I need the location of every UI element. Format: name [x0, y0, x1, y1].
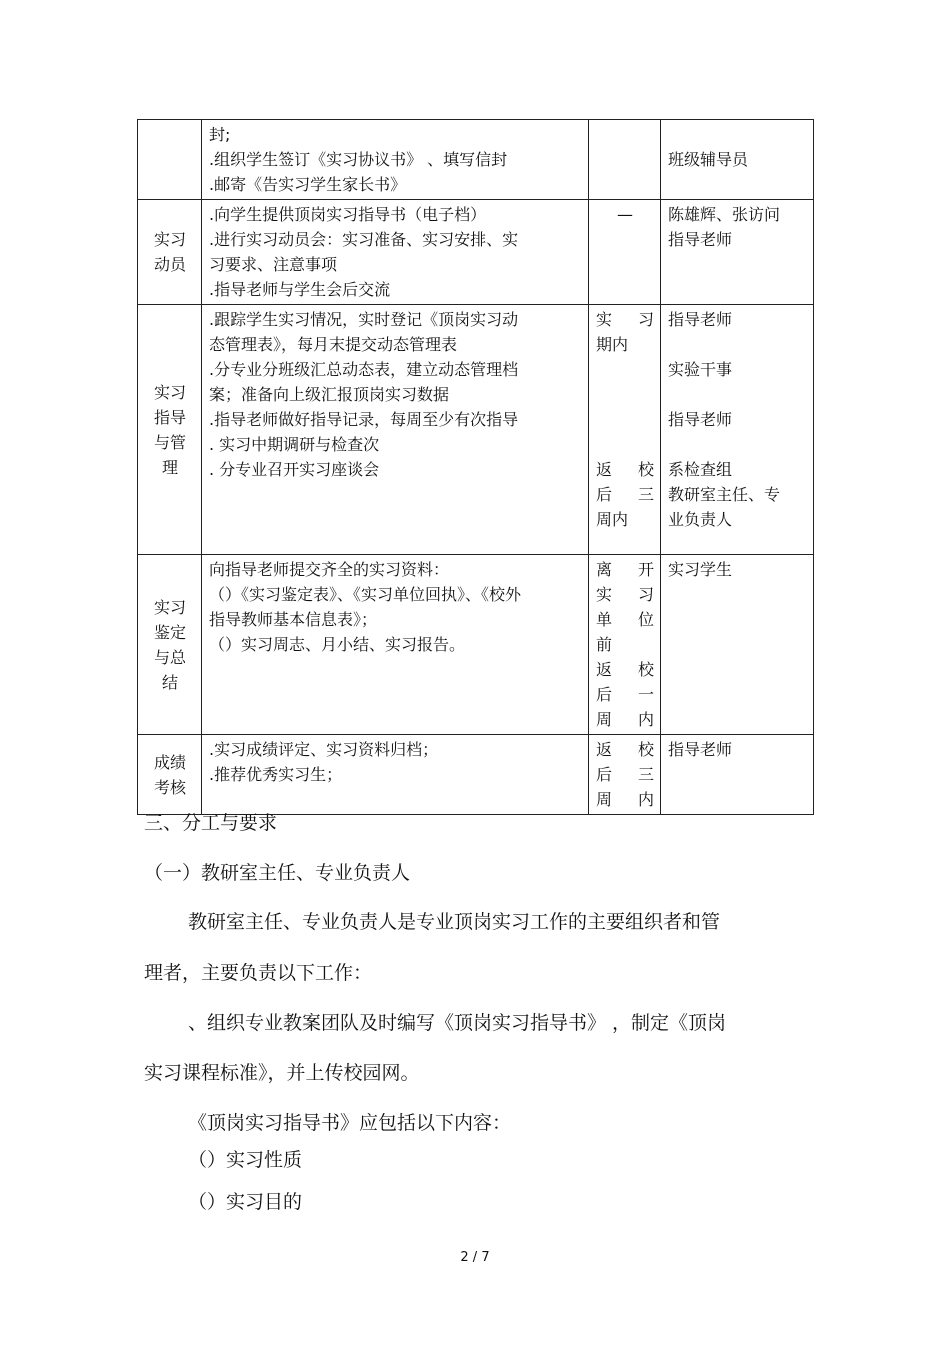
- stage-line: 成绩: [153, 752, 186, 772]
- content-cell: [202, 305, 589, 555]
- time-line: 期内: [596, 335, 629, 354]
- content-line: 封;: [209, 125, 231, 144]
- table-row: [138, 200, 814, 305]
- content-line: 案；准备向上级汇报顶岗实习数据: [209, 385, 450, 404]
- content-line: 指导教师基本信息表》；: [209, 610, 378, 629]
- content-line: .指导老师与学生会后交流: [209, 280, 391, 299]
- content-line: 态管理表》，每月末提交动态管理表: [209, 335, 458, 354]
- stage-cell: [138, 200, 202, 305]
- person-line: 班级辅导员: [668, 150, 749, 169]
- person-line: 实验干事: [668, 360, 733, 379]
- paragraph-line: 教研室主任、专业负责人是专业顶岗实习工作的主要组织者和管: [188, 911, 721, 933]
- person-line: 陈雄辉、张访问: [668, 205, 781, 224]
- spacer: [668, 432, 807, 457]
- content-line: .进行实习动员会：实习准备、实习安排、实: [209, 230, 519, 249]
- person-line: 教研室主任、专: [668, 485, 781, 504]
- content-cell: [202, 120, 589, 200]
- stage-line: 与管: [153, 432, 186, 452]
- time-cell: [589, 200, 661, 305]
- spacer: [596, 382, 654, 432]
- table-row: [138, 120, 814, 200]
- subsection-title: （一）教研室主任、专业负责人: [144, 862, 411, 884]
- content-line: .跟踪学生实习情况，实时登记《顶岗实习动: [209, 310, 519, 329]
- content-cell: [202, 735, 589, 815]
- internship-plan-table: [137, 119, 814, 815]
- person-cell: [661, 120, 814, 200]
- stage-line: 动员: [153, 255, 186, 274]
- stage-cell: [138, 555, 202, 735]
- content-line: .向学生提供顶岗实习指导书（电子档）: [209, 205, 487, 224]
- time-cell: [589, 305, 661, 555]
- time-line: 周 内: [596, 710, 654, 729]
- time-line: 实 习: [596, 585, 654, 604]
- person-line: 指导老师: [668, 310, 733, 329]
- person-line: 业负责人: [668, 510, 733, 529]
- content-line: 向指导老师提交齐全的实习资料：: [209, 560, 450, 579]
- time-line: —: [617, 205, 633, 224]
- time-line: 前: [596, 635, 613, 654]
- list-item: （）实习目的: [188, 1191, 303, 1213]
- stage-line: 实习: [153, 230, 186, 249]
- stage-cell: [138, 120, 202, 200]
- person-line: 实习学生: [668, 560, 733, 579]
- spacer: [596, 357, 654, 382]
- stage-line: 理: [161, 457, 178, 477]
- time-cell: [589, 735, 661, 815]
- content-line: .分专业分班级汇总动态表，建立动态管理档: [209, 360, 519, 379]
- time-line: 周 内: [596, 790, 654, 809]
- person-cell: [661, 555, 814, 735]
- content-line: .指导老师做好指导记录，每周至少有次指导: [209, 410, 519, 429]
- stage-line: 实习: [153, 382, 186, 402]
- person-cell: [661, 305, 814, 555]
- person-line: 指导老师: [668, 230, 733, 249]
- content-line: （）《实习鉴定表》、《实习单位回执》、《校外: [209, 585, 522, 604]
- list-item: （）实习性质: [188, 1149, 303, 1171]
- table-row: [138, 555, 814, 735]
- paragraph-line: 实习课程标准》，并上传校园网。: [144, 1062, 420, 1084]
- time-line: 离 开: [596, 560, 654, 579]
- person-line: 指导老师: [668, 410, 733, 429]
- time-line: 后 三: [596, 485, 654, 504]
- content-cell: [202, 200, 589, 305]
- paragraph-line: 《顶岗实习指导书》应包括以下内容：: [188, 1112, 512, 1134]
- stage-line: 与总: [153, 647, 186, 667]
- time-line: 返 校: [596, 660, 654, 679]
- time-line: 后 一: [596, 685, 654, 704]
- person-line: 指导老师: [668, 740, 733, 759]
- table-row: [138, 305, 814, 555]
- time-line: 后 三: [596, 765, 654, 784]
- stage-cell: [138, 735, 202, 815]
- time-line: 返 校: [596, 460, 654, 479]
- paragraph-line: 、组织专业教案团队及时编写《顶岗实习指导书》 ，制定《顶岗: [188, 1012, 727, 1034]
- time-cell: [589, 120, 661, 200]
- person-cell: [661, 735, 814, 815]
- paragraph-line: 理者，主要负责以下工作：: [144, 962, 373, 984]
- spacer: [668, 382, 807, 407]
- time-line: 返 校: [596, 740, 654, 759]
- content-line: . 实习中期调研与检查次: [209, 435, 380, 454]
- person-line: 系检查组: [668, 460, 733, 479]
- content-line: （）实习周志、月小结、实习报告。: [209, 635, 466, 654]
- stage-line: 指导: [153, 407, 186, 427]
- stage-line: 考核: [153, 777, 186, 797]
- stage-line: 实习: [153, 597, 186, 617]
- spacer: [668, 332, 807, 357]
- time-cell: [589, 555, 661, 735]
- content-line: .组织学生签订《实习协议书》 、填写信封: [209, 150, 508, 169]
- stage-line: 结: [161, 672, 178, 692]
- content-line: .推荐优秀实习生；: [209, 765, 343, 784]
- content-cell: [202, 555, 589, 735]
- person-cell: [661, 200, 814, 305]
- content-line: . 分专业召开实习座谈会: [209, 460, 380, 479]
- spacer: [596, 432, 654, 457]
- person-line: [668, 122, 807, 147]
- content-line: 习要求、注意事项: [209, 255, 338, 274]
- time-line: 周内: [596, 510, 629, 529]
- content-line: .邮寄《告实习学生家长书》: [209, 175, 407, 194]
- time-line: 单 位: [596, 610, 654, 629]
- content-line: .实习成绩评定、实习资料归档；: [209, 740, 439, 759]
- stage-cell: [138, 305, 202, 555]
- time-line: 实 习: [596, 310, 654, 329]
- section-title: 三、分工与要求: [144, 812, 278, 834]
- page-number: 2 / 7: [460, 1250, 490, 1265]
- table-row: [138, 735, 814, 815]
- stage-line: 鉴定: [153, 622, 186, 642]
